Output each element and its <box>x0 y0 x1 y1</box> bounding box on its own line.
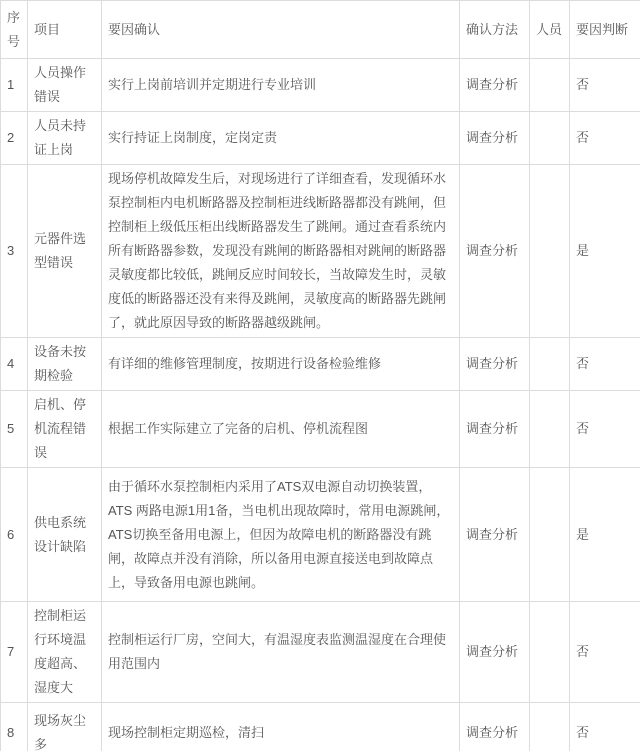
cell-no: 5 <box>1 391 28 468</box>
cell-judgment: 是 <box>570 468 640 602</box>
cell-judgment: 否 <box>570 602 640 703</box>
cell-person <box>530 338 570 391</box>
table-row <box>1 59 640 112</box>
table-row <box>1 468 640 602</box>
header-person: 人员 <box>530 1 570 59</box>
cell-person <box>530 602 570 703</box>
header-cause-confirmation: 要因确认 <box>102 1 460 59</box>
header-judgment: 要因判断 <box>570 1 640 59</box>
table-row <box>1 391 640 468</box>
cell-item: 元器件选型错误 <box>28 165 102 338</box>
cell-no: 1 <box>1 59 28 112</box>
cell-no: 4 <box>1 338 28 391</box>
header-item: 项目 <box>28 1 102 59</box>
cell-no: 6 <box>1 468 28 602</box>
cell-judgment: 是 <box>570 165 640 338</box>
cell-item: 启机、停机流程错误 <box>28 391 102 468</box>
table-row <box>1 602 640 703</box>
cell-method: 调查分析 <box>460 391 530 468</box>
cell-method: 调查分析 <box>460 112 530 165</box>
table-row <box>1 165 640 338</box>
cell-person <box>530 703 570 751</box>
cell-confirmation: 实行持证上岗制度，定岗定责 <box>102 112 460 165</box>
cell-confirmation: 根据工作实际建立了完备的启机、停机流程图 <box>102 391 460 468</box>
cell-method: 调查分析 <box>460 468 530 602</box>
cell-no: 8 <box>1 703 28 751</box>
header-row <box>1 1 640 59</box>
cell-person <box>530 59 570 112</box>
cell-method: 调查分析 <box>460 59 530 112</box>
header-no: 序号 <box>1 1 28 59</box>
cell-no: 2 <box>1 112 28 165</box>
cell-method: 调查分析 <box>460 338 530 391</box>
cell-judgment: 否 <box>570 338 640 391</box>
cell-person <box>530 391 570 468</box>
cell-item: 设备未按期检验 <box>28 338 102 391</box>
cell-person <box>530 112 570 165</box>
cell-person <box>530 165 570 338</box>
cell-item: 控制柜运行环境温度超高、湿度大 <box>28 602 102 703</box>
cell-no: 3 <box>1 165 28 338</box>
cell-confirmation: 控制柜运行厂房，空间大，有温湿度表监测温湿度在合理使用范围内 <box>102 602 460 703</box>
cell-judgment: 否 <box>570 391 640 468</box>
cell-confirmation: 由于循环水泵控制柜内采用了ATS双电源自动切换装置，ATS 两路电源1用1备，当电机出现故障时，常用电源跳闸，ATS切换至备用电源上，但因为故障电机的断路器没有跳闸，故障点并没有消除，所以备用电源直接送电到故障点上，导致备用电源也跳闸。 <box>102 468 460 602</box>
cell-person <box>530 468 570 602</box>
table-row <box>1 703 640 751</box>
cell-judgment: 否 <box>570 703 640 751</box>
cell-confirmation: 有详细的维修管理制度，按期进行设备检验维修 <box>102 338 460 391</box>
cell-item: 现场灰尘多 <box>28 703 102 751</box>
cell-no: 7 <box>1 602 28 703</box>
cell-item: 人员操作错误 <box>28 59 102 112</box>
table-row <box>1 112 640 165</box>
cell-item: 供电系统设计缺陷 <box>28 468 102 602</box>
table-row <box>1 338 640 391</box>
cell-judgment: 否 <box>570 59 640 112</box>
header-method: 确认方法 <box>460 1 530 59</box>
cell-method: 调查分析 <box>460 602 530 703</box>
cell-judgment: 否 <box>570 112 640 165</box>
cell-confirmation: 实行上岗前培训并定期进行专业培训 <box>102 59 460 112</box>
cell-method: 调查分析 <box>460 165 530 338</box>
cell-method: 调查分析 <box>460 703 530 751</box>
cell-item: 人员未持证上岗 <box>28 112 102 165</box>
cell-confirmation: 现场控制柜定期巡检，清扫 <box>102 703 460 751</box>
cell-confirmation: 现场停机故障发生后，对现场进行了详细查看，发现循环水泵控制柜内电机断路器及控制柜进线断路器都没有跳闸，但控制柜上级低压柜出线断路器发生了跳闸。通过查看系统内所有断路器参数，发现没有跳闸的断路器相对跳闸的断路器灵敏度都比较低，跳闸反应时间较长，当故障发生时，灵敏度低的断路器还没有来得及跳闸，灵敏度高的断路器先跳闸了，就此原因导致的断路器越级跳闸。 <box>102 165 460 338</box>
